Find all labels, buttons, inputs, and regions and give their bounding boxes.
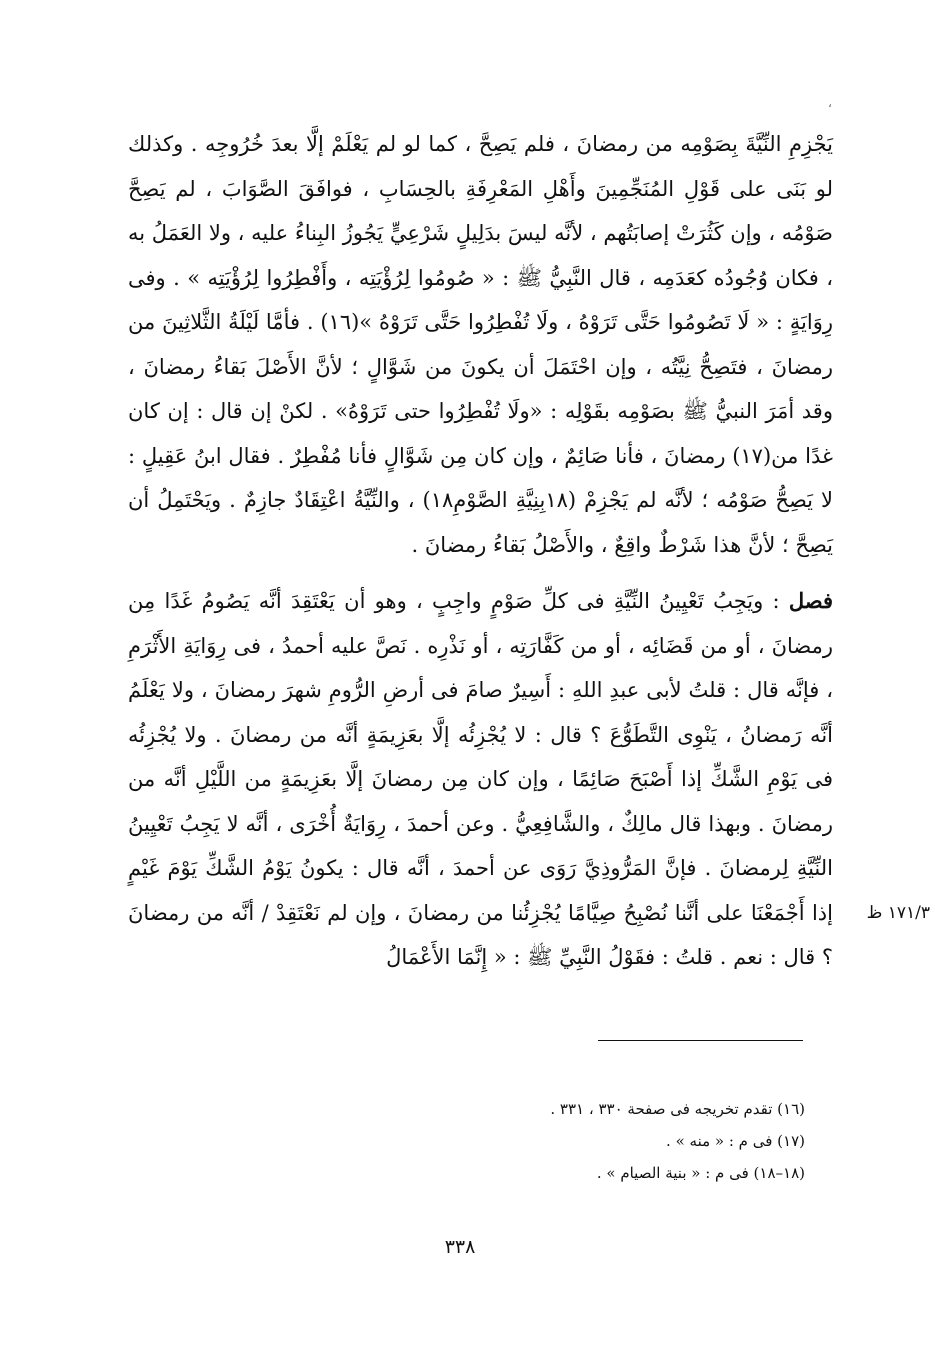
- footnote-16: (١٦) تقدم تخريجه فى صفحة ٣٣٠ ، ٣٣١ .: [550, 1100, 805, 1118]
- paragraph-1: يَجْزِمِ النِّيَّةَ بِصَوْمِه من رمضانَ ، فلم يَصِحَّ ، كما لو لم يَعْلَمْ إلَّا بعدَ خُرُوجِه . وكذلك لو بَنَى على قَوْلِ المُنَجِّمِينَ وأَهْلِ المَعْرِفَةِ بالحِسَابِ ، فوافَقَ الصَّوَابَ ، لم يَصِحَّ صَوْمُه ، وإن كَثُرَتْ إصابَتُهم ، لأنَّه ليسَ بدَلِيلٍ شَرْعِيٍّ يَجُوزُ البِناءُ عليه ، ولا العَمَلُ به ، فكان وُجُودُه كعَدَمِه ، قال النَّبِيُّ ﷺ : « صُومُوا لِرُؤْيَتِه ، وأَفْطِرُوا لِرُؤْيَتِه » . وفى رِوَايَةٍ : « لَا تَصُومُوا حَتَّى تَرَوْهُ ، ولَا تُفْطِرُوا حَتَّى تَرَوْهُ »(١٦) . فأمَّا لَيْلَةُ الثَّلاثِينَ من رمضانَ ، فتَصِحُّ نِيَّتُه ، وإن احْتَمَلَ أن يكونَ من شَوَّالٍ ؛ لأنَّ الأَصْلَ بَقاءُ رمضانَ ، وقد أمَرَ النبيُّ ﷺ بصَوْمِه بقَوْلِه : «ولَا تُفْطِرُوا حتى تَرَوْهُ» . لكنْ إن قال : إن كان غدًا من(١٧) رمضانَ ، فأنا صَائِمٌ ، وإن كان مِن شَوَّالٍ فأنا مُفْطِرٌ . فقال ابنُ عَقِيلٍ : لا يَصِحُّ صَوْمُه ؛ لأنَّه لم يَجْزِمْ (١٨بِنِيَّةِ الصَّوْمِ١٨) ، والنِّيَّةُ اعْتِقَادٌ جازِمٌ . ويَحْتَمِلُ أن يَصِحَّ ؛ لأنَّ هذا شَرْطٌ واقِعٌ ، والأَصْلُ بَقاءُ رمضانَ .: [128, 132, 833, 557]
- page-number: ٣٣٨: [444, 1236, 476, 1258]
- footnote-divider: [598, 1040, 803, 1041]
- paragraph-2: [128, 579, 833, 980]
- footnote-17: (١٧) فى م : « منه » .: [666, 1132, 805, 1150]
- footnotes: [380, 1093, 805, 1189]
- margin-reference: ١٧١/٣ ظ: [866, 903, 930, 923]
- stray-mark: ،: [828, 96, 832, 110]
- footnote-18: (١٨–١٨) فى م : « بنية الصيام » .: [596, 1164, 805, 1182]
- paragraph-2-text: : ويَجِبُ تَعْيِينُ النِّيَّةِ فى كلِّ صَوْمٍ واجِبٍ ، وهو أن يَعْتَقِدَ أنَّه يَصُومُ غَدًا مِن رمضانَ ، أو من قَضَائِه ، أو من كَفَّارَتِه ، أو نَذْرِه . نَصَّ عليه أحمدُ ، فى رِوَايَةِ الأَثْرَمِ ، فإنَّه قال : قلتُ لأبى عبدِ اللهِ : أَسِيرٌ صامَ فى أرضِ الرُّومِ شهرَ رمضانَ ، ولا يَعْلَمُ أنَّه رَمضانُ ، يَنْوِى التَّطَوُّعَ ؟ قال : لا يُجْزِئُه إلَّا بعَزِيمَةٍ أنَّه من رمضانَ . ولا يُجْزِئُه فى يَوْمِ الشَّكِّ إذا أَصْبَحَ صَائِمًا ، وإن كان مِن رمضانَ إلَّا بعَزِيمَةٍ من اللَّيْلِ أنَّه من رمضانَ . وبهذا قال مالِكٌ ، والشَّافِعِيُّ . وعن أحمدَ ، رِوَايَةٌ أُخْرَى ، أنَّه لا يَجِبُ تَعْيِينُ النِّيَّةِ لِرمضانَ . فإنَّ المَرُّوذِيَّ رَوَى عن أحمدَ ، أنَّه قال : يكونُ يَوْمُ الشَّكِّ يَوْمَ غَيْمٍ إذا أَجْمَعْنَا على أنَّنا نُصْبِحُ صِيَّامًا يُجْزِئُنا من رمضانَ ، وإن لم نَعْتَقِدْ / أنَّه من رمضانَ ؟ قال : نعم . قلتُ : فقَوْلُ النَّبِيِّ ﷺ : « إِنَّمَا الأَعْمَالُ: [128, 589, 833, 969]
- main-text-block: [128, 122, 833, 980]
- section-heading: فصل: [788, 588, 833, 613]
